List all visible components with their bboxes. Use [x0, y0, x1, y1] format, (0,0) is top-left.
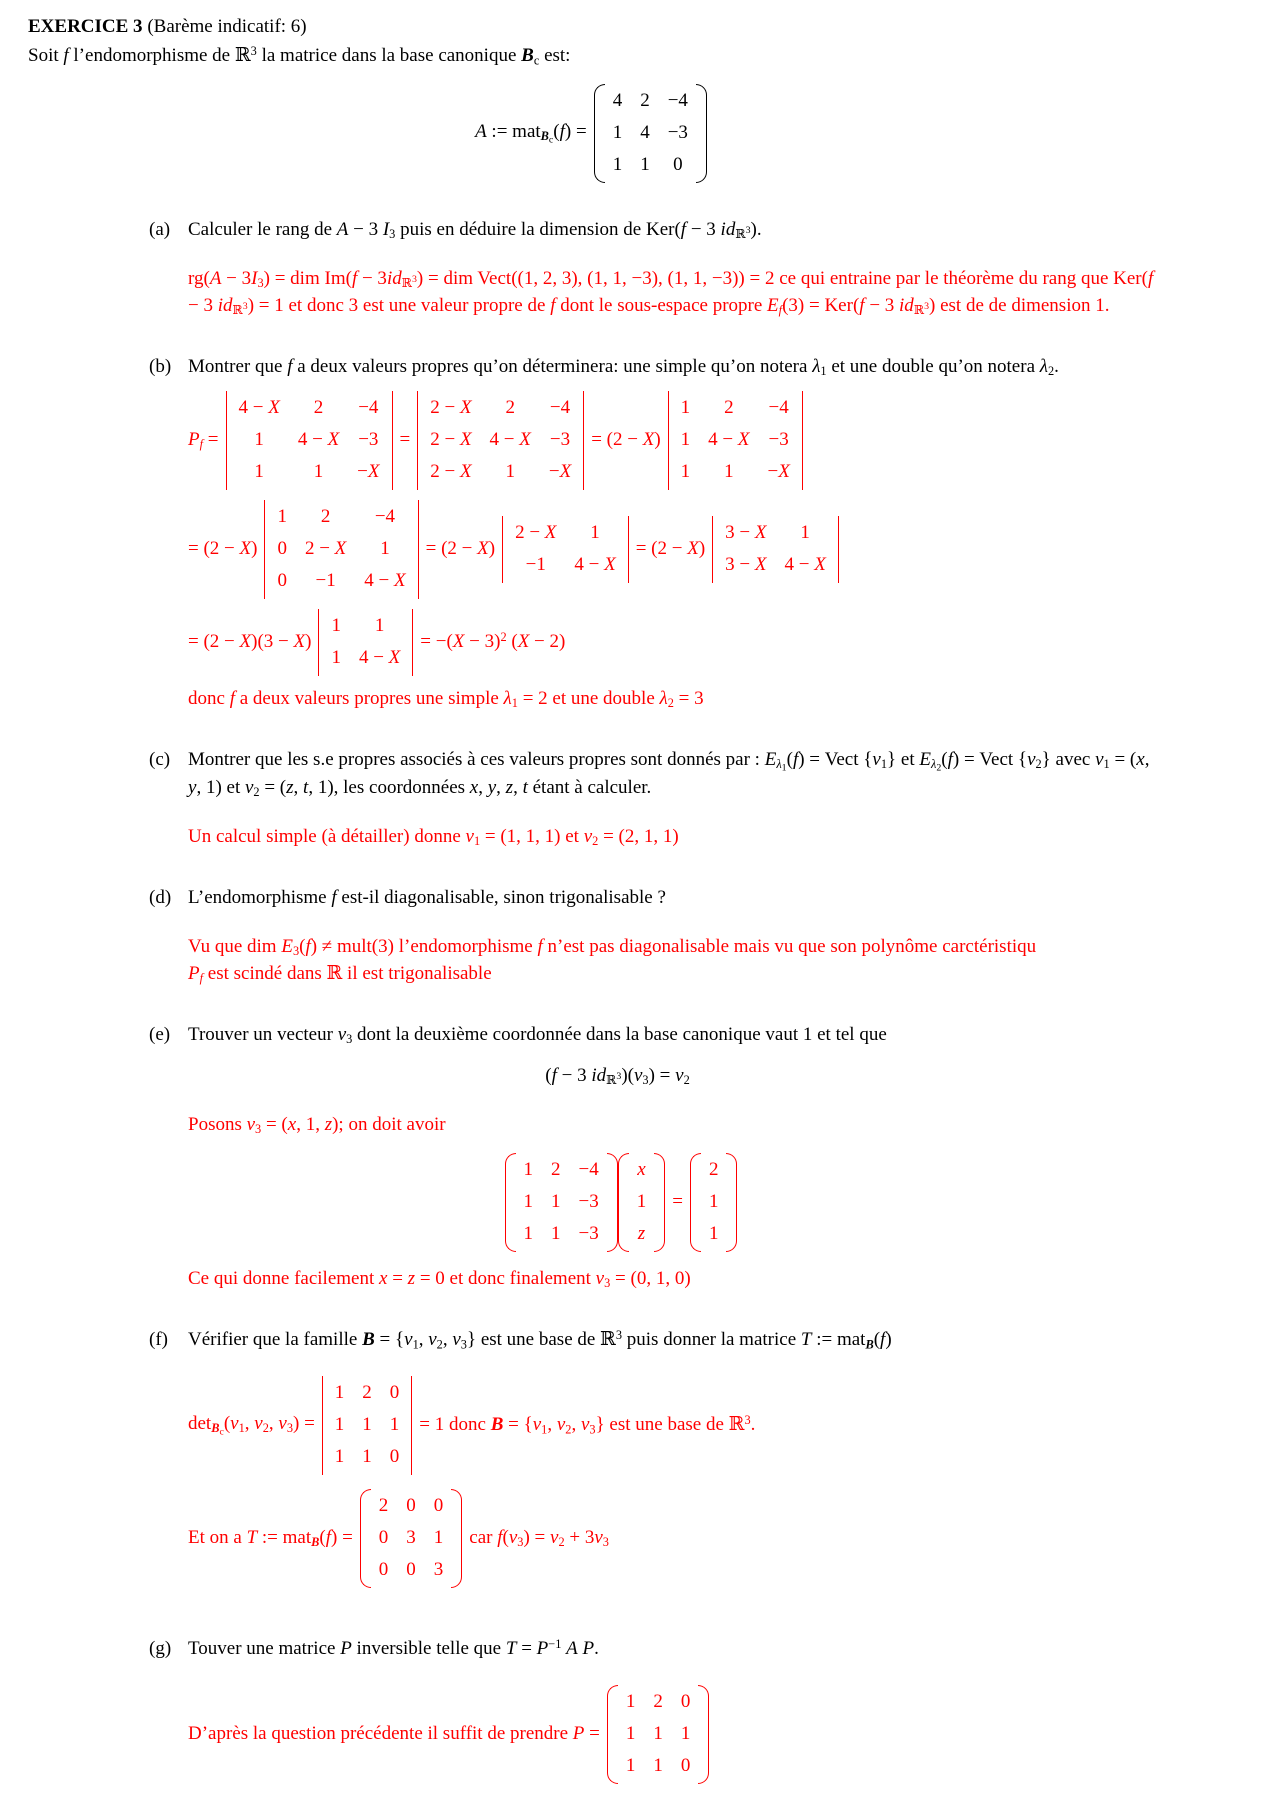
matrix-cell: 1	[680, 428, 691, 450]
matrix-cell: 1	[625, 1722, 636, 1744]
matrix-cell: 1	[653, 1722, 663, 1744]
matrix-cell: −3	[768, 428, 789, 450]
matrix-cell: −3	[358, 428, 379, 450]
factor-2-minus-X: = (2 − X)	[425, 537, 496, 559]
matrix-cell: 0	[378, 1526, 389, 1548]
matrix-P-line	[188, 1685, 1164, 1784]
item-e-question: Trouver un vecteur $v_3$ dont la deuxième coordonnée dans la base canonique vaut 1 et tel que	[188, 1024, 887, 1047]
det-lhs: $\det_{B_c}(v_1$, $v_2$, $v_3$) =	[188, 1413, 315, 1438]
char-poly-line-1	[188, 391, 1164, 490]
matrix-cell: 1	[523, 1190, 534, 1212]
determinant-6	[712, 516, 839, 583]
item-a-question: Calculer le rang de A − 3 $I_3$ puis en déduire la dimension de Ker(f − 3 $id_{ℝ^3}$).	[188, 219, 762, 242]
item-a-answer: $rg(A - 3I_3)$ = dim $Im(f - 3id_{ℝ^3})$ = dim Vect((1, 2, 3), (1, 1, −3), (1, 1, −3)) = 2 ce qui entraine par le théorème du rang que Ker(f − 3 $id_{ℝ^3}) = 1$ et donc 3 est une valeur propre de f dont le sous-espace propre $E_f(3) = Ker(f - 3$ $id_{ℝ^3}$) est de de dimension 1.	[188, 267, 1154, 318]
matrix-cell: 2	[313, 396, 324, 418]
matrix-cell: 1	[254, 460, 264, 482]
result-vector	[690, 1153, 738, 1252]
matrix-cell: 1	[680, 396, 691, 418]
matrix-cell: 1	[433, 1526, 444, 1548]
basis-determinant-line	[188, 1376, 1164, 1475]
matrix-cell: 2	[505, 396, 515, 418]
matrix-cell: 3	[433, 1558, 444, 1580]
matrix-cell: 0	[680, 1690, 691, 1712]
item-b-answer	[188, 391, 1164, 713]
matrix-cell: z	[637, 1222, 646, 1244]
paren-right-icon	[654, 1153, 665, 1252]
matrix-cell: 4	[612, 90, 623, 112]
paren-left-icon	[505, 1153, 516, 1252]
matrix-cell: −X	[357, 460, 380, 482]
equals-sign: =	[672, 1190, 683, 1212]
matrix-cell: 1	[708, 1190, 719, 1212]
char-poly-line-3	[188, 609, 1164, 676]
matrix-cell: 1	[277, 505, 287, 527]
matrix-cell: 4 − X	[238, 396, 280, 418]
matrix-cell: −1	[315, 569, 336, 591]
item-e-matrix-equation	[188, 1153, 1054, 1252]
equals-sign: =	[399, 428, 411, 450]
matrix-A-lhs: A := mat$_{B_c}$(f) =	[475, 121, 587, 146]
paren-right-icon	[451, 1489, 462, 1588]
paren-left-icon	[360, 1489, 371, 1588]
determinant-5	[502, 516, 629, 583]
display-matrix-A	[28, 84, 1154, 183]
matrix-cell: 1	[640, 154, 650, 176]
item-c-label: (c)	[149, 748, 171, 770]
matrix-cell: 1	[625, 1690, 636, 1712]
item-e-answer-intro: Posons $v_3 = (x$, 1, z); on doit avoir	[188, 1113, 446, 1137]
item-g-question: Touver une matrice P inversible telle que $T = P^{-1}$ A P.	[188, 1636, 599, 1659]
matrix-cell: −1	[525, 553, 546, 575]
matrix-cell: 0	[389, 1381, 400, 1403]
item-e-display-eq	[188, 1063, 1054, 1090]
det-rhs: = 1 donc $B = \{v_1$, $v_2$, $v_3$} est une base de ℝ$^3$.	[419, 1412, 756, 1437]
matrix-cell: 1	[362, 1413, 372, 1435]
matrix-T-line	[188, 1489, 1164, 1588]
paren-left-icon	[618, 1153, 629, 1252]
matrix-cell: −4	[358, 396, 379, 418]
system-matrix-grid	[516, 1153, 607, 1252]
matrix-cell: 1	[331, 614, 341, 636]
matrix-cell: −3	[667, 122, 688, 144]
item-f-answer	[188, 1376, 1164, 1588]
item-g-answer	[188, 1685, 1164, 1784]
matrix-cell: 2	[551, 1158, 561, 1180]
char-poly-lhs: $P_f$ =	[188, 428, 219, 451]
matrix-cell: 1	[680, 460, 691, 482]
exercise-title: EXERCICE 3	[28, 16, 143, 37]
determinant-1	[226, 391, 393, 490]
determinant-3	[668, 391, 803, 490]
matrix-cell: 4 − X	[489, 428, 531, 450]
paren-right-icon	[607, 1153, 618, 1252]
matrix-cell: −4	[768, 396, 789, 418]
item-d-question: L’endomorphisme f est-il diagonalisable, sinon trigonalisable ?	[188, 887, 666, 909]
matrix-cell: 2	[362, 1381, 372, 1403]
matrix-cell: 1	[636, 1190, 647, 1212]
matrix-P	[607, 1685, 710, 1784]
matrix-cell: 2 − X	[430, 396, 472, 418]
matrix-cell: 3 − X	[725, 553, 767, 575]
matrix-cell: 4 − X	[364, 569, 406, 591]
matrix-cell: 0	[277, 537, 287, 559]
matrix-cell: 0	[433, 1494, 444, 1516]
matrix-cell: 0	[673, 154, 683, 176]
paren-left-icon	[690, 1153, 701, 1252]
paren-left-icon	[594, 84, 605, 183]
matrix-cell: 2 − X	[430, 428, 472, 450]
item-f-label: (f)	[149, 1328, 168, 1350]
matrix-cell: 1	[625, 1754, 636, 1776]
matrix-cell: 1	[380, 537, 390, 559]
item-e-answer	[188, 1112, 1164, 1293]
matrix-cell: x	[637, 1158, 646, 1180]
matrix-cell: 1	[708, 1222, 719, 1244]
matrix-cell: 1	[505, 460, 515, 482]
char-poly-line-2	[188, 500, 1164, 599]
item-e-label: (e)	[149, 1024, 171, 1046]
unknown-vector-grid	[629, 1153, 655, 1252]
matrix-cell: −4	[578, 1158, 599, 1180]
matrix-cell: 0	[378, 1558, 389, 1580]
matrix-T	[360, 1489, 463, 1588]
matrix-cell: 2	[724, 396, 734, 418]
matrix-cell: 2	[708, 1158, 719, 1180]
factor-2-minus-X: = (2 − X)	[635, 537, 706, 559]
item-d-answer: Vu que dim $E_3(f)$ ≠ mult(3) l’endomorphisme f n’est pas diagonalisable mais vu que son polynôme carctéristiqu $P_f$ est scindé dans ℝ il est trigonalisable	[188, 936, 1037, 986]
paren-left-icon	[607, 1685, 618, 1784]
matrix-cell: 2 − X	[304, 537, 347, 559]
char-poly-result: = $-(X - 3)^2$ (X − 2)	[420, 629, 566, 652]
determinant-2	[417, 391, 584, 490]
item-f	[149, 1327, 1164, 1602]
matrix-cell: 1	[653, 1754, 663, 1776]
matrix-cell: 2	[653, 1690, 663, 1712]
matrix-cell: −4	[667, 90, 688, 112]
matrix-P-lhs: D’après la question précédente il suffit de prendre P =	[188, 1722, 600, 1744]
matrix-cell: 3 − X	[725, 521, 767, 543]
matrix-cell: 2	[320, 505, 331, 527]
item-b-question: Montrer que f a deux valeurs propres qu’on déterminera: une simple qu’on notera $\lambda_1$ et une double qu’on notera $\lambda_2$.	[188, 355, 1059, 378]
matrix-cell: 4 − X	[574, 553, 616, 575]
item-b	[149, 354, 1164, 713]
item-c-answer: Un calcul simple (à détailler) donne $v_1 = (1$, 1, 1) et $v_2 = (2$, 1, 1)	[188, 826, 679, 849]
matrix-cell: 1	[551, 1190, 561, 1212]
paren-right-icon	[726, 1153, 737, 1252]
determinant-7	[318, 609, 413, 676]
matrix-cell: −3	[549, 428, 571, 450]
matrix-cell: 2	[378, 1494, 389, 1516]
matrix-T-lhs: Et on a T := mat$_B$(f) =	[188, 1526, 353, 1549]
paren-right-icon	[698, 1685, 709, 1784]
matrix-cell: 1	[374, 614, 385, 636]
matrix-cell: 0	[277, 569, 287, 591]
intro-text: Soit f l’endomorphisme de ℝ$^3$ la matrice dans la base canonique $B_c$ est:	[28, 43, 571, 68]
matrix-cell: 1	[389, 1413, 400, 1435]
matrix-cell: −4	[549, 396, 571, 418]
system-matrix	[505, 1153, 618, 1252]
item-c	[149, 747, 1164, 852]
matrix-T-grid	[371, 1489, 452, 1588]
matrix-cell: 3	[406, 1526, 416, 1548]
matrix-cell: 1	[523, 1222, 534, 1244]
item-e-answer-conclusion: Ce qui donne facilement x = z = 0 et donc finalement $v_3 = (0$, 1, 0)	[188, 1267, 691, 1290]
matrix-cell: 1	[334, 1381, 345, 1403]
matrix-cell: 4 − X	[708, 428, 750, 450]
item-b-label: (b)	[149, 355, 172, 377]
matrix-cell: 1	[551, 1222, 561, 1244]
matrix-cell: 2 − X	[430, 460, 472, 482]
matrix-P-grid	[618, 1685, 699, 1784]
factor-2-minus-X: = (2 − X)	[188, 537, 258, 559]
item-f-question: Vérifier que la famille $B = \{v_1$, $v_2$, $v_3$} est une base de ℝ$^3$ puis donner la matrice T := mat$_B$(f)	[188, 1327, 892, 1352]
matrix-cell: 0	[406, 1558, 416, 1580]
matrix-cell: 1	[590, 521, 600, 543]
matrix-cell: 1	[724, 460, 734, 482]
item-d-label: (d)	[149, 887, 172, 909]
item-g	[149, 1636, 1164, 1798]
result-vector-grid	[701, 1153, 727, 1252]
matrix-A-grid	[605, 84, 696, 183]
matrix-cell: −X	[548, 460, 572, 482]
unknown-vector	[618, 1153, 666, 1252]
matrix-cell: −4	[374, 505, 396, 527]
matrix-cell: 1	[800, 521, 810, 543]
matrix-cell: −3	[578, 1222, 599, 1244]
item-a	[149, 217, 1164, 320]
determinant-4	[264, 500, 418, 599]
matrix-cell: 4 − X	[297, 428, 340, 450]
matrix-cell: 1	[334, 1445, 345, 1467]
matrix-cell: 1	[680, 1722, 691, 1744]
matrix-cell: −X	[767, 460, 790, 482]
matrix-cell: 4 − X	[358, 646, 401, 668]
item-e	[149, 1022, 1164, 1293]
matrix-cell: 0	[680, 1754, 691, 1776]
matrix-cell: 1	[523, 1158, 534, 1180]
matrix-cell: 4	[640, 122, 650, 144]
item-d	[149, 885, 1164, 988]
item-b-conclusion: donc f a deux valeurs propres une simple $\lambda_1 = 2$ et une double $\lambda_2 = 3$	[188, 687, 704, 710]
matrix-cell: 0	[389, 1445, 400, 1467]
basis-determinant	[322, 1376, 413, 1475]
matrix-cell: 1	[331, 646, 341, 668]
eigen-equation: (f − 3 $id_{ℝ^3})(v_3) = v_2$	[545, 1064, 690, 1088]
matrix-cell: 0	[406, 1494, 416, 1516]
matrix-cell: 1	[612, 154, 623, 176]
matrix-cell: 1	[334, 1413, 345, 1435]
item-g-label: (g)	[149, 1637, 172, 1659]
factor-2-minus-X: = (2 − X)	[591, 428, 661, 450]
matrix-T-rhs: car $f(v_3) = v_2 + 3v_3$	[469, 1526, 609, 1549]
factor-product: = (2 − X)(3 − X)	[188, 630, 312, 652]
matrix-cell: 1	[254, 428, 264, 450]
matrix-cell: 2 − X	[515, 521, 557, 543]
matrix-cell: 1	[612, 122, 623, 144]
matrix-cell: 1	[313, 460, 324, 482]
matrix-cell: 2	[640, 90, 650, 112]
paren-right-icon	[696, 84, 707, 183]
matrix-cell: 1	[362, 1445, 372, 1467]
item-a-label: (a)	[149, 219, 171, 241]
exercise-subtitle: (Barème indicatif: 6)	[142, 16, 307, 37]
item-c-question: Montrer que les s.e propres associés à ces valeurs propres sont donnés par : $E_{\lambda_1}(f)$ = Vect $\{v_1\}$ et $E_{\lambda_2}(f)$ = Vect $\{v_2\}$ avec $v_1 = (x$, y, 1) et $v_2 = (z$, t, 1), les coordonnées x, y, z, t étant à calculer.	[188, 748, 1150, 800]
matrix-A	[594, 84, 707, 183]
exercise-heading	[28, 14, 1154, 41]
matrix-cell: 4 − X	[784, 553, 826, 575]
matrix-cell: −3	[578, 1190, 599, 1212]
